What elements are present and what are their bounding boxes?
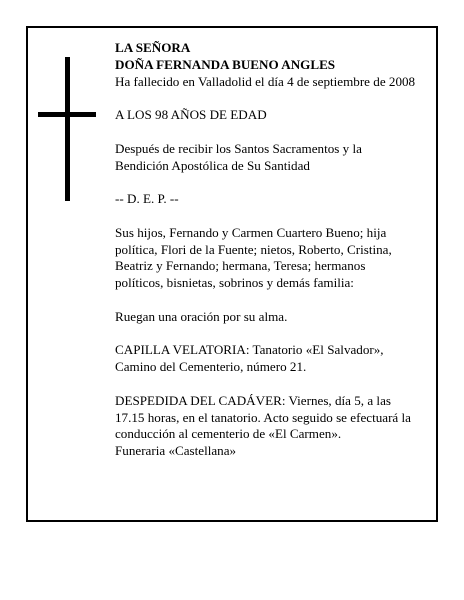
- farewell-info: DESPEDIDA DEL CADÁVER: Viernes, día 5, a las 17.15 horas, en el tanatorio. Acto seguido se efectuará la conducción al cementerio de «El Carmen».: [115, 392, 411, 442]
- age-line: A LOS 98 AÑOS DE EDAD: [115, 107, 267, 123]
- funeral-home: Funeraria «Castellana»: [115, 443, 237, 459]
- deceased-name: DOÑA FERNANDA BUENO ANGLES: [115, 56, 336, 72]
- cross-icon: [38, 57, 96, 201]
- sacraments-line: Después de recibir los Santos Sacramentos y la Bendición Apostólica de Su Santidad: [115, 140, 362, 173]
- obituary-notice: [26, 26, 438, 522]
- family-list: Sus hijos, Fernando y Carmen Cuartero Bueno; hija política, Flori de la Fuente; nietos, Roberto, Cristina, Beatriz y Fernando; hermana, Teresa; hermanos políticos, bisnietas, sobrinos y demás familia:: [115, 224, 392, 291]
- cross-horizontal-bar: [38, 112, 96, 117]
- prayer-request: Ruegan una oración por su alma.: [115, 308, 288, 324]
- death-announcement: Ha fallecido en Valladolid el día 4 de septiembre de 2008: [115, 73, 416, 89]
- notice-text: [115, 40, 417, 460]
- cross-vertical-bar: [65, 57, 70, 201]
- chapel-info: CAPILLA VELATORIA: Tanatorio «El Salvador», Camino del Cementerio, número 21.: [115, 342, 384, 375]
- title-line-1: LA SEÑORA: [115, 40, 191, 55]
- rip-line: -- D. E. P. --: [115, 191, 179, 207]
